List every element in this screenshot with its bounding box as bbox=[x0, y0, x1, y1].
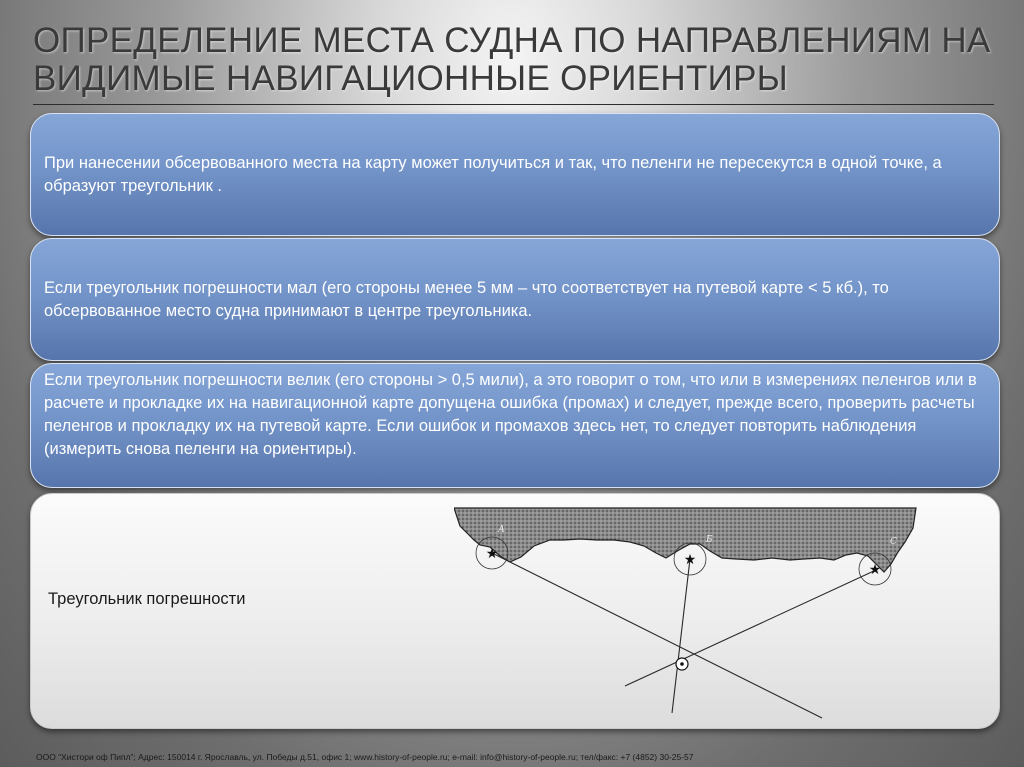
text-block-2 bbox=[30, 238, 1000, 361]
title-underline bbox=[33, 104, 994, 105]
figure-panel bbox=[30, 493, 1000, 729]
bearing-line-a bbox=[492, 553, 822, 718]
landmark-label-b: Б bbox=[706, 535, 713, 545]
slide-title: ОПРЕДЕЛЕНИЕ МЕСТА СУДНА ПО НАПРАВЛЕНИЯМ НА ВИДИМЫЕ НАВИГАЦИОННЫЕ ОРИЕНТИРЫ bbox=[33, 21, 991, 98]
text-block-3-text: Если треугольник погрешности велик (его стороны > 0,5 мили), а это говорит о том, что или в измерениях пеленгов или в расчете и прокладке их на навигационной карте допущена ошибка (промах) и следует, прежде всего, проверить расчеты пеленгов и прокладку их на путевой карте. Если ошибок и промахов здесь нет, то следует повторить наблюдения (измерить снова пеленги на ориентиры). bbox=[44, 371, 977, 458]
text-block-2-text: Если треугольник погрешности мал (его стороны менее 5 мм – что соответствует на путевой карте < 5 кб.), то обсервованное место судна принимают в центре треугольника. bbox=[44, 279, 889, 320]
landmark-c-star-icon: ★ bbox=[868, 562, 882, 578]
observed-position-icon bbox=[676, 658, 688, 670]
landmark-b bbox=[674, 543, 706, 575]
landmark-b-star-icon: ★ bbox=[683, 552, 697, 568]
bearing-lines bbox=[492, 553, 876, 718]
error-triangle-diagram bbox=[454, 506, 924, 721]
text-block-1-text: При нанесении обсервованного места на карту может получиться и так, что пеленги не пересекутся в одной точке, а образуют треугольник . bbox=[44, 154, 942, 195]
landmark-a-star-icon: ★ bbox=[485, 546, 499, 562]
figure-label: Треугольник погрешности bbox=[48, 590, 246, 608]
text-block-3 bbox=[30, 363, 1000, 488]
footer-contact-info: ООО “Хистори оф Пипл”; Адрес: 150014 г. Ярославль, ул. Победы д.51, офис 1; www.history-of-people.ru; e-mail: info@history-of-people.ru; тел/факс: +7 (4852) 30-25-57 bbox=[36, 752, 694, 762]
bearing-line-b bbox=[672, 559, 690, 713]
bearing-line-c bbox=[625, 570, 876, 686]
landmark-label-c: С bbox=[890, 537, 897, 547]
text-block-1 bbox=[30, 113, 1000, 236]
landmark-label-a: А bbox=[498, 525, 505, 535]
